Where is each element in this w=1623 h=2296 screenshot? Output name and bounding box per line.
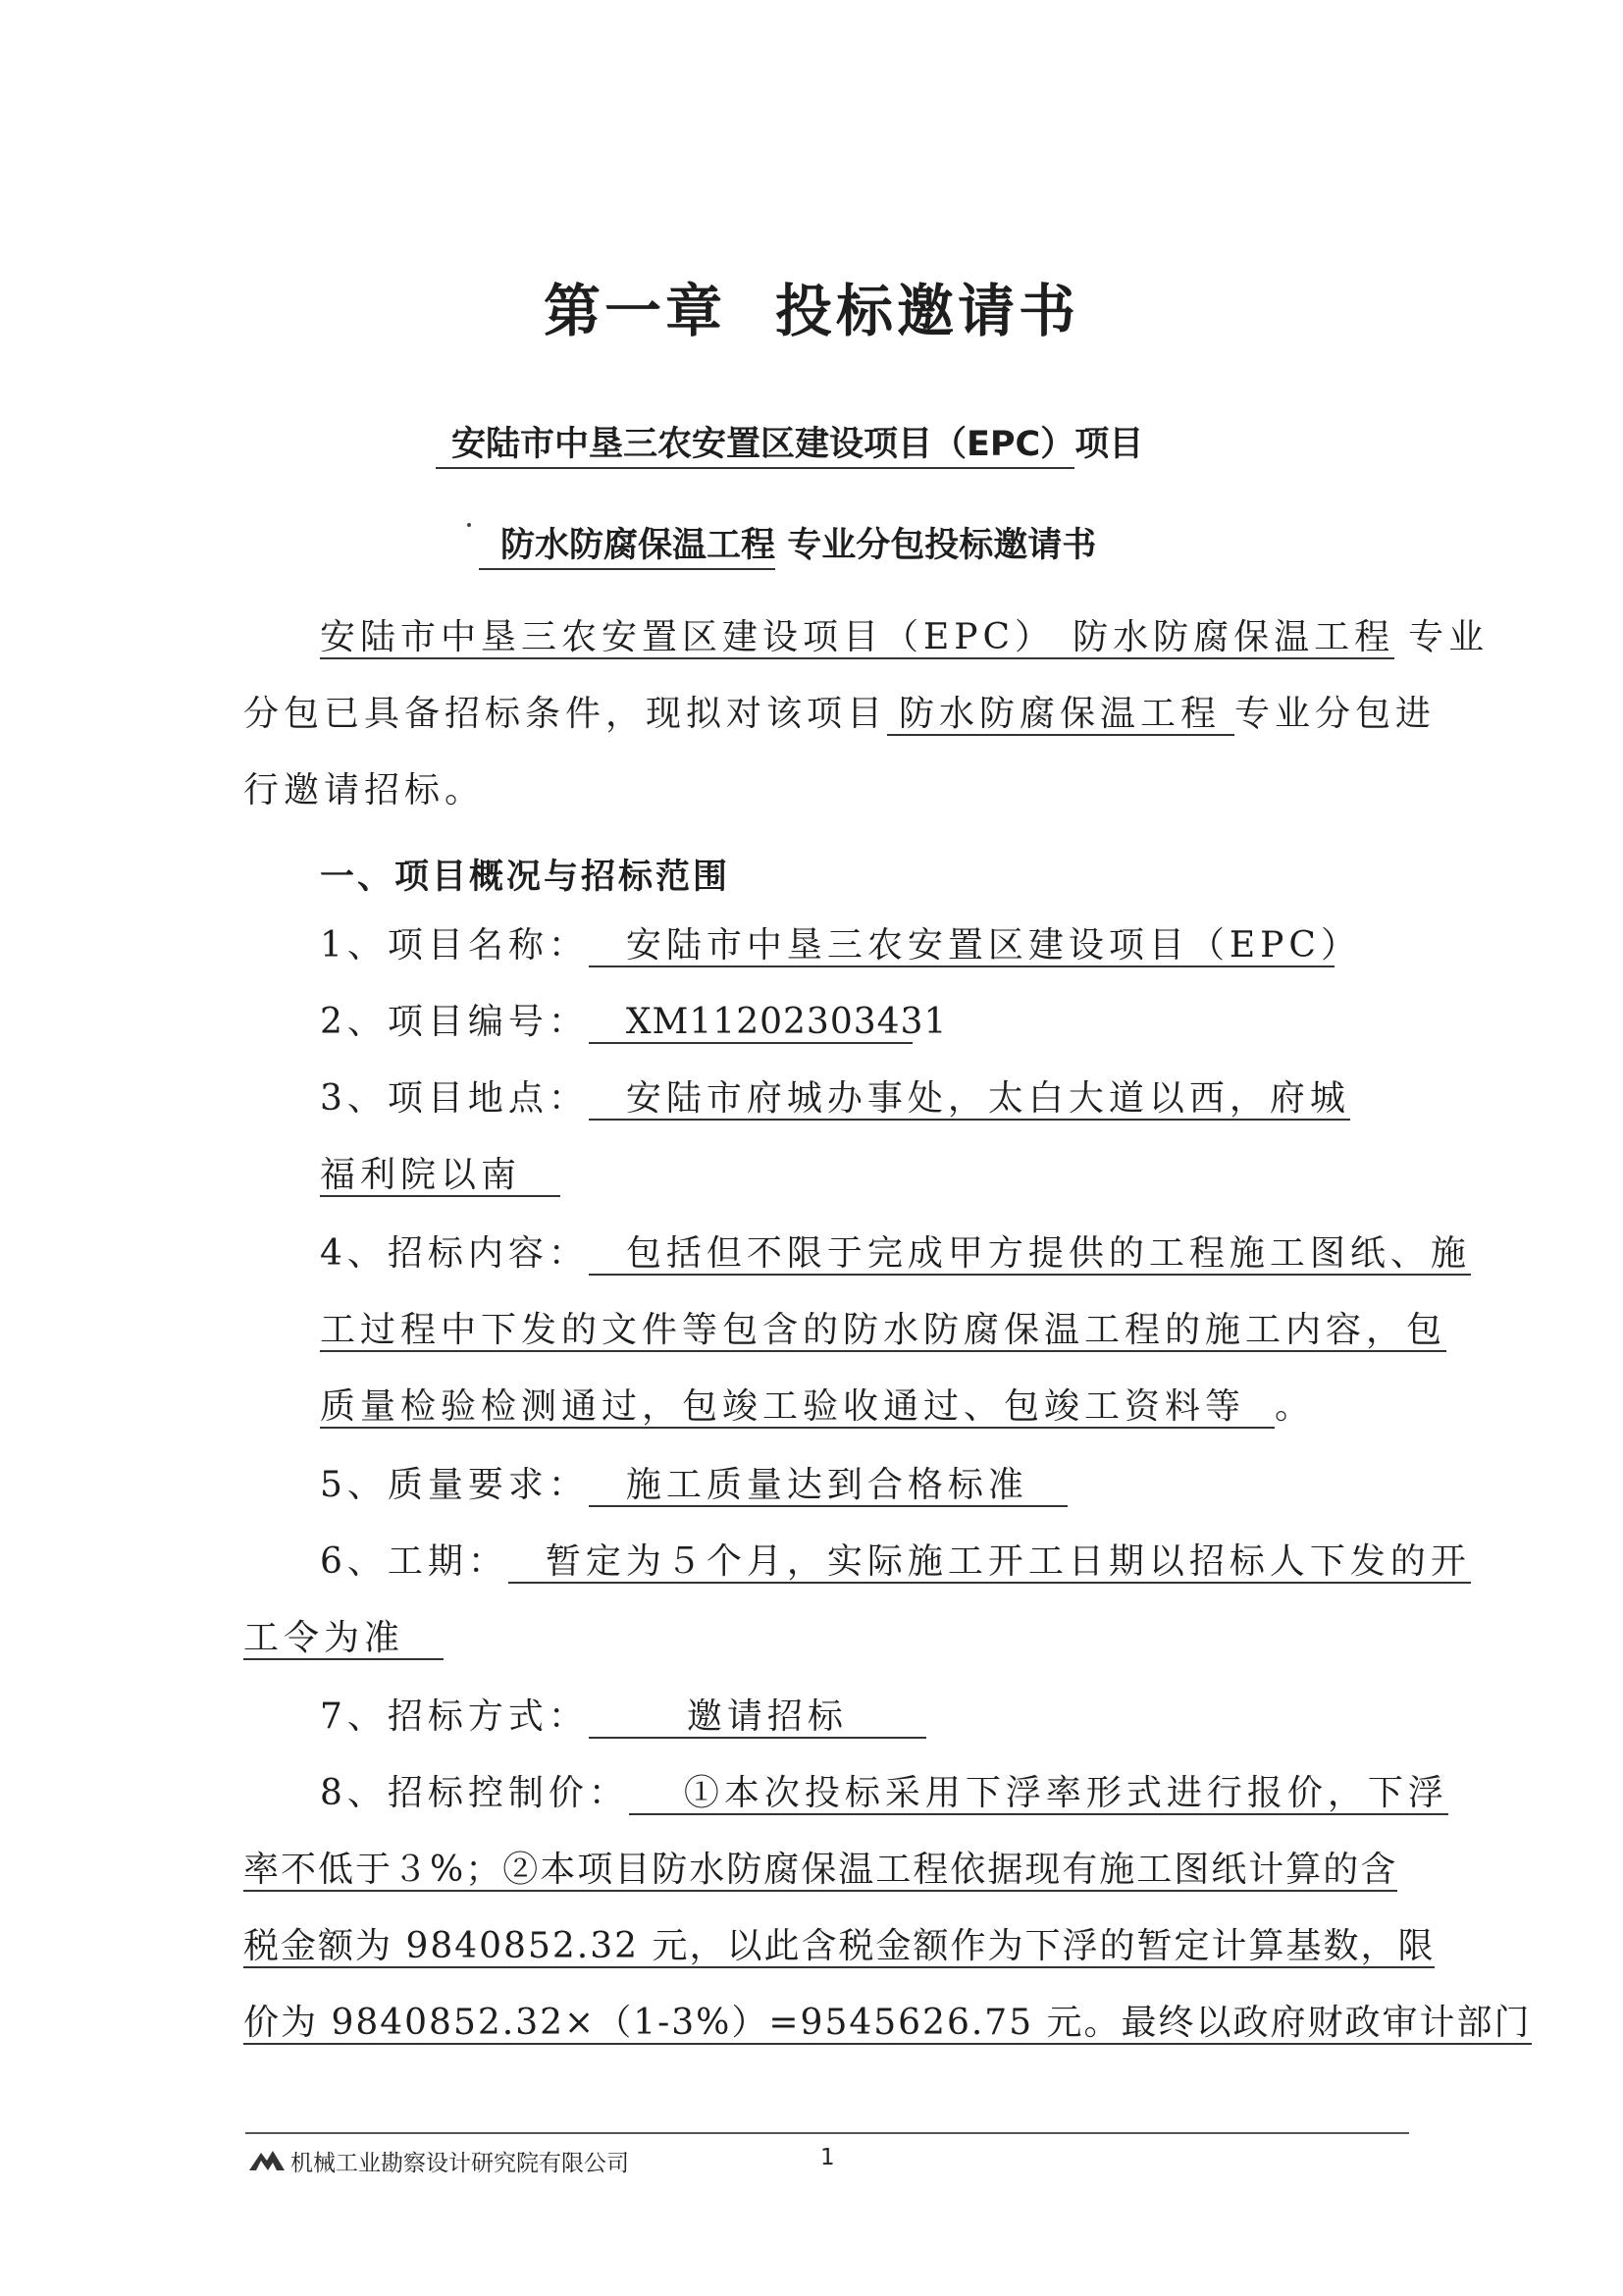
- item-value: 暂定为５个月，实际施工开工日期以招标人下发的开: [508, 1541, 1471, 1584]
- intro-line-2: [243, 695, 1436, 734]
- intro-text: 专业分包进: [1234, 694, 1437, 734]
- item-price-cont: [243, 1851, 1397, 1890]
- subtitle-invitation-suffix: 专业分包投标邀请书: [787, 526, 1097, 565]
- item-label: 1、项目名称：: [320, 925, 589, 965]
- item-label: 4、招标内容：: [320, 1233, 589, 1274]
- subtitle-project: [436, 417, 1143, 466]
- item-price-cont: [243, 1927, 1435, 1966]
- intro-work: 防水防腐保温工程: [887, 694, 1234, 736]
- item-quality: [320, 1466, 1068, 1505]
- subtitle-work-name: 防水防腐保温工程: [479, 526, 775, 570]
- item-value: ①本次投标采用下浮率形式进行报价，下浮: [629, 1773, 1448, 1815]
- item-content-cont: [320, 1387, 1315, 1427]
- item-value: 税金额为 9840852.32 元，以此含税金额作为下浮的暂定计算基数，限: [243, 1926, 1436, 1966]
- item-label: 7、招标方式：: [320, 1696, 589, 1737]
- item-project-site: [320, 1079, 1350, 1119]
- subtitle-invitation: [479, 518, 1096, 567]
- item-value: 包括但不限于完成甲方提供的工程施工图纸、施: [589, 1233, 1471, 1276]
- item-price-cont: [243, 2004, 1532, 2043]
- intro-text: 专业: [1408, 617, 1490, 657]
- intro-project: 安陆市中垦三农安置区建设项目（EPC）: [320, 617, 1056, 657]
- intro-line-1: [320, 618, 1489, 657]
- page-title: [0, 265, 1623, 347]
- item-label: 3、项目地点：: [320, 1078, 589, 1119]
- intro-text: 分包已具备招标条件，现拟对该项目: [243, 694, 888, 734]
- item-value: 安陆市府城办事处，太白大道以西，府城: [589, 1078, 1350, 1121]
- item-project-code: [320, 1002, 948, 1044]
- item-value: 安陆市中垦三农安置区建设项目（EPC）: [589, 926, 1335, 967]
- footer-company: 机械工业勘察设计研究院有限公司: [290, 2151, 629, 2176]
- item-method: [320, 1697, 926, 1739]
- item-value: 率不低于３%；②本项目防水防腐保温工程依据现有施工图纸计算的含: [243, 1850, 1398, 1890]
- item-value: 工令为准: [243, 1618, 444, 1660]
- item-period: [320, 1542, 1471, 1582]
- item-price: [320, 1774, 1448, 1813]
- item-content-cont: [320, 1311, 1446, 1350]
- footer-divider: [245, 2132, 1409, 2134]
- stray-mark: [467, 523, 471, 527]
- intro-work: 防水防腐保温工程: [1055, 617, 1394, 659]
- item-value: 工过程中下发的文件等包含的防水防腐保温工程的施工内容，包: [320, 1310, 1447, 1350]
- item-content: [320, 1234, 1471, 1274]
- item-value: 邀请招标: [589, 1697, 926, 1739]
- subtitle-project-suffix: 项目: [1074, 425, 1144, 464]
- item-label: 8、招标控制价：: [320, 1773, 629, 1813]
- item-label: 6、工期：: [320, 1541, 508, 1582]
- page-number: 1: [820, 2145, 835, 2170]
- item-value: 质量检验检测通过，包竣工验收通过、包竣工资料等: [320, 1386, 1275, 1429]
- title-chapter: 第一章: [543, 278, 726, 344]
- intro-line-3: 行邀请招标。: [243, 770, 486, 810]
- item-project-site-cont: [320, 1156, 560, 1195]
- subtitle-project-name: 安陆市中垦三农安置区建设项目（EPC）: [436, 425, 1074, 469]
- item-value: 福利院以南: [320, 1155, 560, 1197]
- title-text: 投标邀请书: [775, 278, 1080, 344]
- item-period-cont: [243, 1619, 444, 1658]
- item-text: 。: [1275, 1386, 1316, 1427]
- item-project-name: [320, 925, 1361, 967]
- section-heading: 一、项目概况与招标范围: [320, 858, 731, 897]
- item-value: 施工质量达到合格标准: [589, 1465, 1068, 1507]
- item-label: 5、质量要求：: [320, 1465, 589, 1505]
- item-label: 2、项目编号：: [320, 1002, 589, 1042]
- item-value: 价为 9840852.32×（1-3%）=9545626.75 元。最终以政府财政审计部门: [243, 2003, 1532, 2043]
- company-logo-icon: [247, 2147, 287, 2176]
- item-value: XM11202303431: [589, 1003, 913, 1044]
